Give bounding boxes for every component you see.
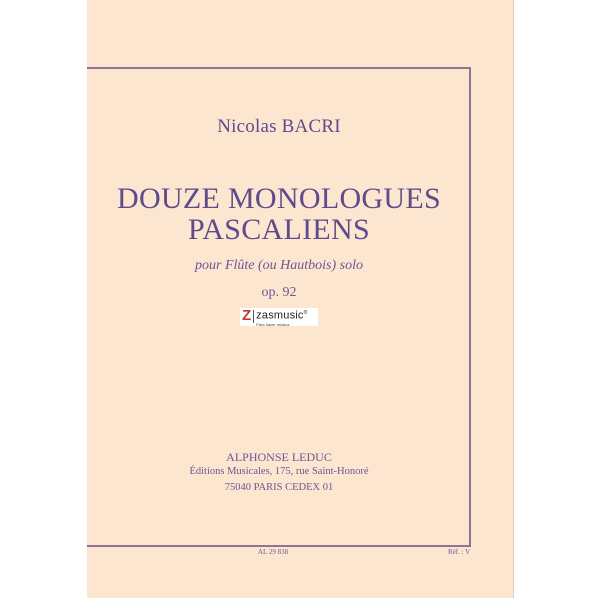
composer-name: Nicolas BACRI [217, 116, 341, 137]
logo-letter: Z [242, 307, 252, 324]
registered-mark: ® [303, 310, 308, 316]
publisher-name: ALPHONSE LEDUC [226, 450, 332, 464]
catalog-number: AL 29 838 [258, 548, 289, 556]
logo-name [256, 308, 307, 322]
publisher-city: 75040 PARIS CEDEX 01 [224, 482, 334, 493]
logo-tagline: Para hacer música [256, 321, 290, 327]
logo-divider [253, 310, 254, 323]
publisher-address: Éditions Musicales, 175, rue Saint-Honoré [189, 466, 369, 477]
title-line-1: DOUZE MONOLOGUES [117, 182, 441, 215]
reference-code: Réf. : V [448, 548, 471, 556]
logo-name-text: zasmusic [256, 309, 304, 322]
zasmusic-logo-icon [240, 308, 318, 326]
instrumentation: pour Flûte (ou Hautbois) solo [195, 258, 363, 273]
frame-bottom-rule [87, 545, 471, 547]
logo-text-group [256, 308, 307, 327]
frame-top-rule [87, 67, 471, 69]
opus-number: op. 92 [261, 285, 297, 300]
title-line-2: PASCALIENS [188, 213, 370, 246]
